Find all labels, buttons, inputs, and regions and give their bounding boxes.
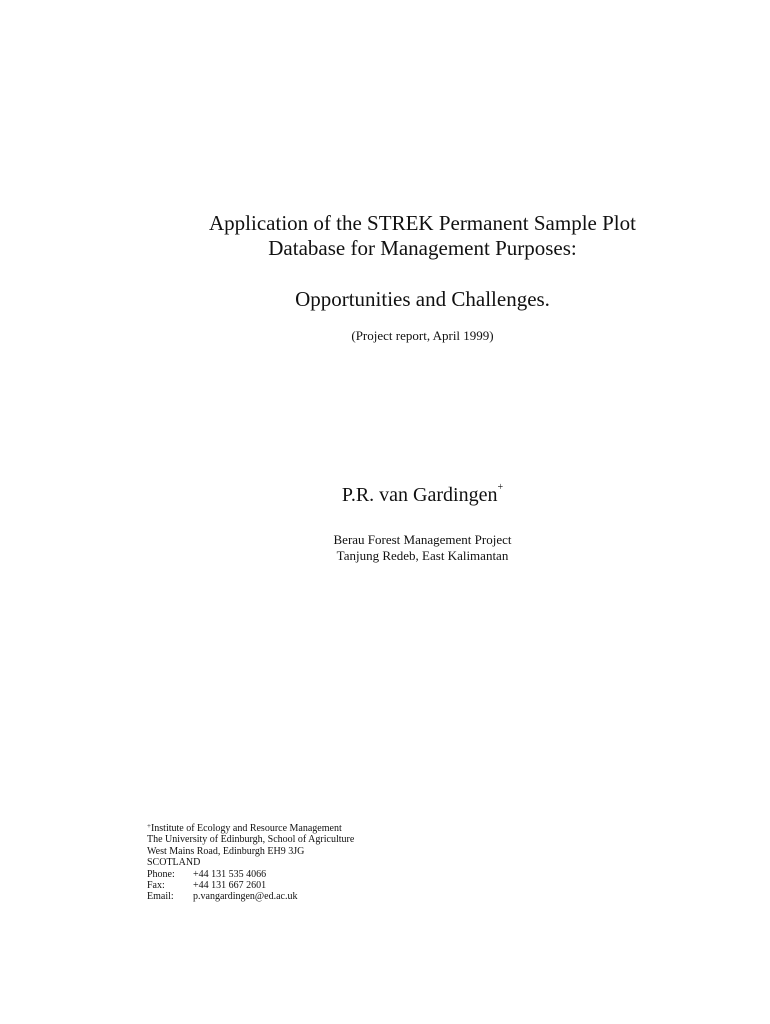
fax-label: Fax: bbox=[147, 880, 165, 892]
title-line-2: Database for Management Purposes: bbox=[268, 236, 577, 260]
affiliation-location: Tanjung Redeb, East Kalimantan bbox=[336, 548, 509, 563]
title-block bbox=[0, 211, 770, 261]
subtitle: Opportunities and Challenges. bbox=[295, 287, 550, 311]
contact-email bbox=[147, 891, 547, 902]
contact-phone bbox=[147, 869, 547, 880]
footnote-address: West Mains Road, Edinburgh EH9 3JG bbox=[147, 845, 305, 857]
fax-value: +44 131 667 2601 bbox=[193, 880, 267, 892]
footnote-country: SCOTLAND bbox=[147, 857, 201, 869]
phone-label: Phone: bbox=[147, 868, 175, 880]
footnote-institute-line bbox=[147, 823, 547, 834]
phone-value: +44 131 535 4066 bbox=[193, 868, 267, 880]
footnote-university: The University of Edinburgh, School of Agriculture bbox=[147, 834, 355, 846]
affiliation-block bbox=[0, 532, 770, 564]
contact-fax bbox=[147, 880, 547, 891]
author-footnote-marker: + bbox=[497, 482, 504, 493]
title-line-1: Application of the STREK Permanent Sample Plot bbox=[209, 211, 636, 235]
affiliation-project: Berau Forest Management Project bbox=[333, 532, 512, 547]
email-label: Email: bbox=[147, 891, 174, 903]
author-footnote bbox=[147, 823, 547, 903]
footnote-marker: + bbox=[147, 822, 151, 830]
author-name: P.R. van Gardingen bbox=[341, 484, 498, 506]
report-note: (Project report, April 1999) bbox=[351, 328, 494, 343]
author-line bbox=[0, 483, 770, 507]
email-value[interactable]: p.vangardingen@ed.ac.uk bbox=[193, 891, 298, 903]
footnote-institute: Institute of Ecology and Resource Management bbox=[150, 823, 342, 834]
